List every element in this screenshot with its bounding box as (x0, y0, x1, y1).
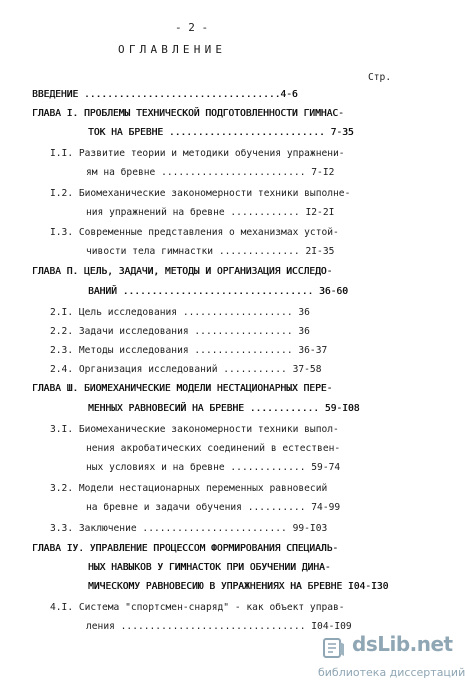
toc-line: I.I. Развитие теории и методики обучения упражнени- (50, 148, 345, 159)
toc-line: МЕННЫХ РАВНОВЕСИЙ НА БРЕВНЕ ............ 59-I08 (88, 403, 360, 414)
toc-line: ГЛАВА I. ПРОБЛЕМЫ ТЕХНИЧЕСКОЙ ПОДГОТОВЛЕННОСТИ ГИМНАС- (32, 108, 344, 119)
toc-line: чивости тела гимнастки .............. 2I-35 (86, 246, 335, 257)
toc-line: ВВЕДЕНИЕ ..................................4-6 (32, 89, 298, 100)
toc-line: ления ................................ I04-I09 (86, 621, 352, 632)
toc-line: ВАНИЙ ................................. 36-60 (88, 286, 348, 297)
toc-line: ных условиях и на бревне ............. 59-74 (86, 462, 341, 473)
toc-line: НЫХ НАВЫКОВ У ГИМНАСТОК ПРИ ОБУЧЕНИИ ДИНА- (88, 562, 331, 573)
toc-line: 2.I. Цель исследования ................... 36 (50, 307, 310, 318)
toc-line: ТОК НА БРЕВНЕ ........................... 7-35 (88, 127, 354, 138)
toc-line: 2.3. Методы исследования ................. 36-37 (50, 345, 328, 356)
page-column-label: Стр. (368, 72, 392, 83)
toc-line: 3.3. Заключение ......................... 99-I03 (50, 523, 328, 534)
toc-line: ния упражнений на бревне ............ I2-2I (86, 207, 335, 218)
toc-line: I.2. Биомеханические закономерности техники выполне- (50, 188, 351, 199)
toc-line: ям на бревне ......................... 7-I2 (86, 167, 335, 178)
watermark-logo-text: dsLib.net (352, 632, 453, 656)
toc-line: ГЛАВА П. ЦЕЛЬ, ЗАДАЧИ, МЕТОДЫ И ОРГАНИЗАЦИЯ ИССЛЕДО- (32, 266, 333, 277)
page-number: - 2 - (175, 21, 209, 34)
toc-line: МИЧЕСКОМУ РАВНОВЕСИЮ В УПРАЖНЕНИЯХ НА БРЕВНЕ I04-I30 (88, 581, 389, 592)
toc-line: 2.4. Организация исследований ........... 37-58 (50, 364, 322, 375)
toc-line: 3.I. Биомеханические закономерности техники выпол- (50, 424, 339, 435)
watermark-subtitle: библиотека диссертаций (318, 666, 465, 679)
toc-line: ГЛАВА Ш. БИОМЕХАНИЧЕСКИЕ МОДЕЛИ НЕСТАЦИОНАРНЫХ ПЕРЕ- (32, 383, 333, 394)
toc-line: 4.I. Система "спортсмен-снаряд" - как объект управ- (50, 602, 345, 613)
toc-line: I.3. Современные представления о механизмах устой- (50, 227, 339, 238)
toc-line: 2.2. Задачи исследования ................. 36 (50, 326, 310, 337)
toc-title: ОГЛАВЛЕНИЕ (118, 43, 227, 56)
toc-line: 3.2. Модели нестационарных переменных равновесий (50, 483, 328, 494)
toc-line: нения акробатических соединений в естествен- (86, 443, 341, 454)
toc-line: на бревне и задачи обучения .......... 74-99 (86, 502, 341, 513)
dslib-logo-icon (322, 636, 346, 660)
dslib-watermark (318, 632, 465, 684)
toc-line: ГЛАВА IУ. УПРАВЛЕНИЕ ПРОЦЕССОМ ФОРМИРОВАНИЯ СПЕЦИАЛЬ- (32, 543, 339, 554)
